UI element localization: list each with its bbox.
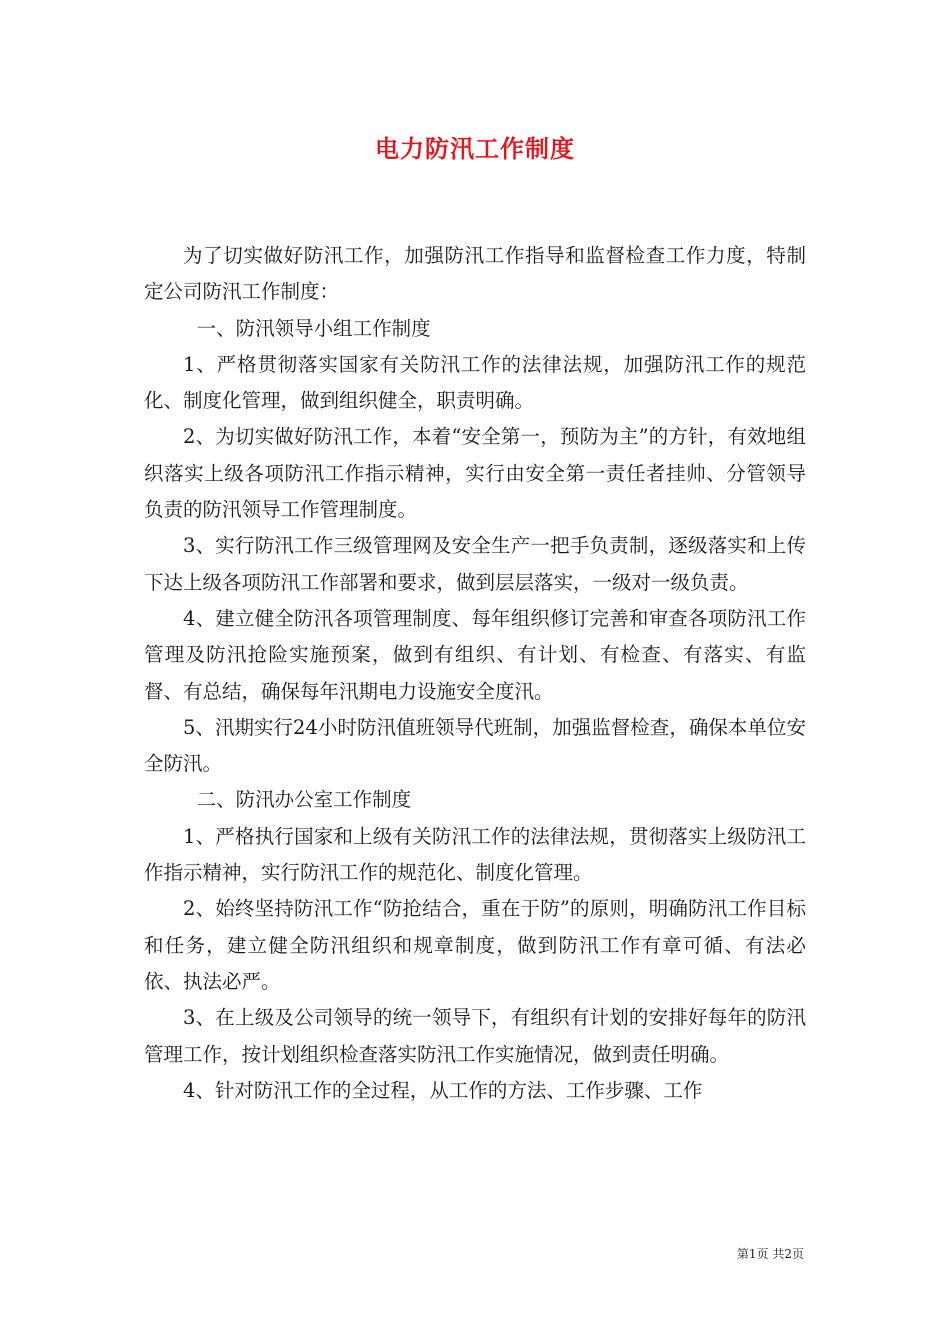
paragraph-2-1: 1、严格执行国家和上级有关防汛工作的法律法规，贯彻落实上级防汛工作指示精神，实行防汛工作的规范化、制度化管理。 — [144, 824, 806, 885]
section-heading-2: 二、防汛办公室工作制度 — [196, 788, 412, 812]
paragraph-1-3: 3、实行防汛工作三级管理网及安全生产一把手负责制，逐级落实和上传下达上级各项防汛工作部署和要求，做到层层落实，一级对一级负责。 — [144, 534, 806, 594]
page-title: 电力防汛工作制度 — [375, 134, 575, 163]
page-footer: 第1页 共2页 — [736, 1247, 804, 1261]
intro-paragraph: 为了切实做好防汛工作，加强防汛工作指导和监督检查工作力度，特制定公司防汛工作制度： — [144, 244, 806, 304]
paragraph-1-1: 1、严格贯彻落实国家有关防汛工作的法律法规，加强防汛工作的规范化、制度化管理，做到组织健全，职责明确。 — [144, 352, 806, 413]
paragraph-1-2: 2、为切实做好防汛工作，本着“安全第一，预防为主”的方针，有效地组织落实上级各项防汛工作指示精神，实行由安全第一责任者挂帅、分管领导负责的防汛领导工作管理制度。 — [144, 425, 806, 522]
section-heading-1: 一、防汛领导小组工作制度 — [196, 316, 431, 340]
paragraph-2-2: 2、始终坚持防汛工作“防抢结合，重在于防”的原则，明确防汛工作目标和任务，建立健全防汛组织和规章制度，做到防汛工作有章可循、有法必依、执法必严。 — [144, 897, 806, 993]
paragraph-2-4: 4、针对防汛工作的全过程，从工作的方法、工作步骤、工作 — [183, 1078, 703, 1102]
document-body — [144, 238, 806, 1109]
paragraph-2-3: 3、在上级及公司领导的统一领导下，有组织有计划的安排好每年的防汛管理工作，按计划组织检查落实防汛工作实施情况，做到责任明确。 — [144, 1006, 806, 1066]
paragraph-1-5: 5、汛期实行24小时防汛值班领导代班制，加强监督检查，确保本单位安全防汛。 — [144, 715, 806, 776]
paragraph-1-4: 4、建立健全防汛各项管理制度、每年组织修订完善和审查各项防汛工作管理及防汛抢险实施预案，做到有组织、有计划、有检查、有落实、有监督、有总结，确保每年汛期电力设施安全度汛。 — [144, 606, 806, 703]
